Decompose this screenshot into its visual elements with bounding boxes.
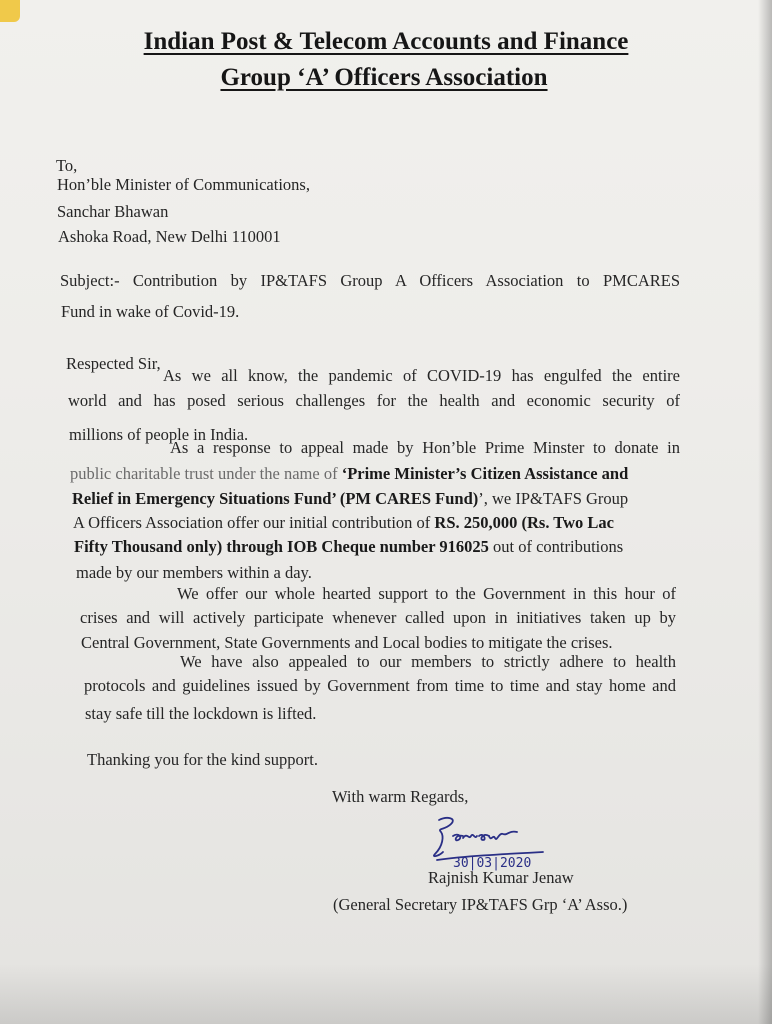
signatory-designation: (General Secretary IP&TAFS Grp ‘A’ Asso.) [333,895,628,914]
thanks-line: Thanking you for the kind support. [87,750,318,769]
fund-name-part-2: Relief in Emergency Situations Fund’ (PM CARES Fund) [72,489,479,508]
cheque-details: Fifty Thousand only) through IOB Cheque number 916025 [74,537,489,556]
address-line-3: Ashoka Road, New Delhi 110001 [58,227,281,246]
para1-line-2: world and has posed serious challenges for the health and economic security of [68,391,680,410]
letterhead-title-line2: Group ‘A’ Officers Association [220,64,548,91]
page-edge-shadow [758,0,772,1024]
signatory-name: Rajnish Kumar Jenaw [428,868,574,887]
para3-line-2: crises and will actively participate whenever called upon in initiatives taken up by [80,608,676,627]
para2-line-3-plain: ’, we IP&TAFS Group [478,489,629,508]
address-to: To, [56,156,78,175]
para4-line-2: protocols and guidelines issued by Government from time to time and stay home and [84,676,676,695]
para2-line-2 [70,466,628,483]
para2-line-4 [73,515,614,532]
para2-line-1: As a response to appeal made by Hon’ble Prime Minster to donate in [170,438,680,457]
para3-line-3: Central Government, State Governments and Local bodies to mitigate the crises. [81,633,613,652]
para2-line-3 [72,491,628,508]
subject-line-1: Subject:- Contribution by IP&TAFS Group A Officers Association to PMCARES [60,271,680,290]
handwritten-signature [425,812,565,872]
signature-date: 30|03|2020 [453,856,532,871]
closing-line: With warm Regards, [332,787,469,806]
para2-line-5 [74,539,623,556]
subject-line-2: Fund in wake of Covid-19. [61,302,240,321]
para1-line-3: millions of people in India. [69,425,249,444]
fund-name-part-1: ‘Prime Minister’s Citizen Assistance and [341,464,629,483]
address-line-2: Sanchar Bhawan [57,202,169,221]
para2-line-6: made by our members within a day. [76,563,312,582]
salutation: Respected Sir, [66,354,161,373]
para4-line-3: stay safe till the lockdown is lifted. [85,704,317,723]
sticky-note-corner [0,0,20,22]
para1-line-1: As we all know, the pandemic of COVID-19 has engulfed the entire [163,366,680,385]
contribution-amount: RS. 250,000 (Rs. Two Lac [434,513,614,532]
address-line-1: Hon’ble Minister of Communications, [57,175,310,194]
para4-line-1: We have also appealed to our members to strictly adhere to health [180,652,676,671]
para2-line-2-plain: public charitable trust under the name of [70,464,338,483]
para2-line-5-plain: out of contributions [493,537,624,556]
para3-line-1: We offer our whole hearted support to the Government in this hour of [177,584,676,603]
page-bottom-shadow [0,964,772,1024]
letterhead-title-line1: Indian Post & Telecom Accounts and Finance [143,28,629,55]
para2-line-4-plain: A Officers Association offer our initial contribution of [73,513,431,532]
